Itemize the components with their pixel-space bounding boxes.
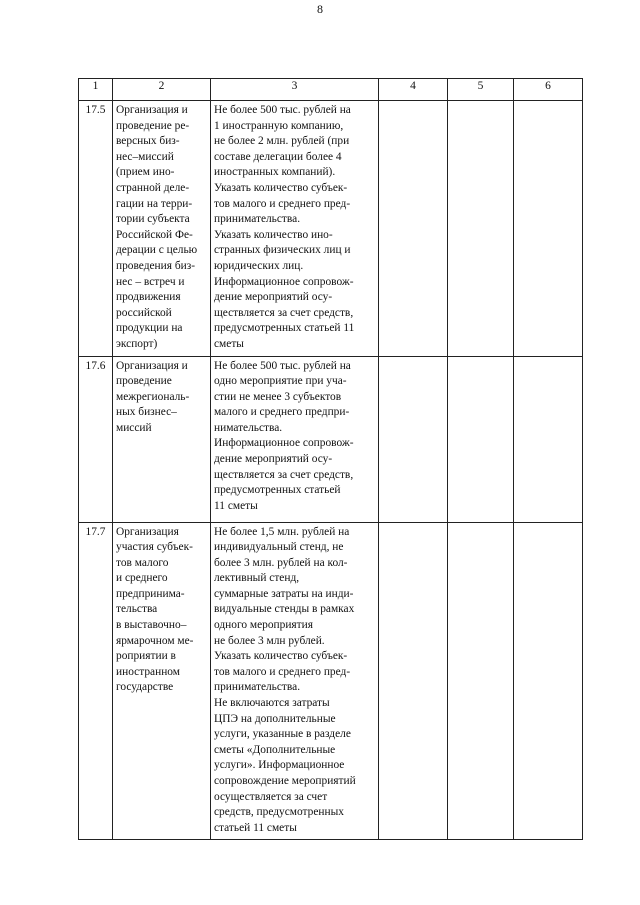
row-number: 17.6 <box>79 356 113 522</box>
column-4-cell <box>379 356 448 522</box>
column-header-5: 5 <box>448 79 514 101</box>
item-description: Не более 1,5 млн. рублей на индивидуальный стенд, не более 3 млн. рублей на кол- лективный стенд, суммарные затраты на инди- видуальные стенды в рамках одного мероприятия не более 3 млн рублей. Указать количество субъек- тов малого и среднего пред- принимательства. Не включаются затраты ЦПЭ на дополнительные услуги, указанные в разделе сметы «Дополнительные услуги». Информационное сопровождение мероприятий осуществляется за счет средств, предусмотренных статьей 11 сметы <box>214 525 356 834</box>
column-header-6: 6 <box>514 79 583 101</box>
item-name-cell <box>113 356 211 522</box>
item-description-cell <box>211 356 379 522</box>
column-header-1: 1 <box>79 79 113 101</box>
column-5-cell <box>448 101 514 357</box>
item-description-cell <box>211 101 379 357</box>
column-6-cell <box>514 101 583 357</box>
table-header-row <box>79 79 583 101</box>
item-description: Не более 500 тыс. рублей на одно мероприятие при уча- стии не менее 3 субъектов малого и среднего предпри- нимательства. Информационное сопровож- дение мероприятий осу- ществляется за счет средств, предусмотренных статьей 11 сметы <box>214 359 354 512</box>
item-name: Организация участия субъек- тов малого и среднего предпринима- тельства в выставочно– ярмарочном ме- роприятии в иностранном государстве <box>116 525 194 694</box>
column-4-cell <box>379 522 448 840</box>
item-name: Организация и проведение межрегиональ- ных бизнес– миссий <box>116 359 190 434</box>
cost-table <box>78 78 583 840</box>
column-5-cell <box>448 356 514 522</box>
column-header-4: 4 <box>379 79 448 101</box>
row-number: 17.7 <box>79 522 113 840</box>
column-header-3: 3 <box>211 79 379 101</box>
item-description: Не более 500 тыс. рублей на 1 иностранную компанию, не более 2 млн. рублей (при составе делегации более 4 иностранных компаний). Указать количество субъек- тов малого и среднего пред- принимательства. Указать количество ино- странных физических лиц и юридических лиц. Информационное сопровож- дение мероприятий осу- ществляется за счет средств, предусмотренных статьей 11 сметы <box>214 104 355 350</box>
table-row <box>79 101 583 357</box>
row-number: 17.5 <box>79 101 113 357</box>
column-6-cell <box>514 356 583 522</box>
column-4-cell <box>379 101 448 357</box>
column-5-cell <box>448 522 514 840</box>
item-description-cell <box>211 522 379 840</box>
table-row <box>79 356 583 522</box>
table-row <box>79 522 583 840</box>
column-6-cell <box>514 522 583 840</box>
item-name-cell <box>113 522 211 840</box>
column-header-2: 2 <box>113 79 211 101</box>
item-name: Организация и проведение ре- версных биз- нес–миссий (прием ино- странной деле- гации на терри- тории субъекта Российской Фе- дерации с целью проведения биз- нес – встреч и продвижения российской продукции на экспорт) <box>116 104 198 350</box>
page-number: 8 <box>317 2 323 16</box>
item-name-cell <box>113 101 211 357</box>
